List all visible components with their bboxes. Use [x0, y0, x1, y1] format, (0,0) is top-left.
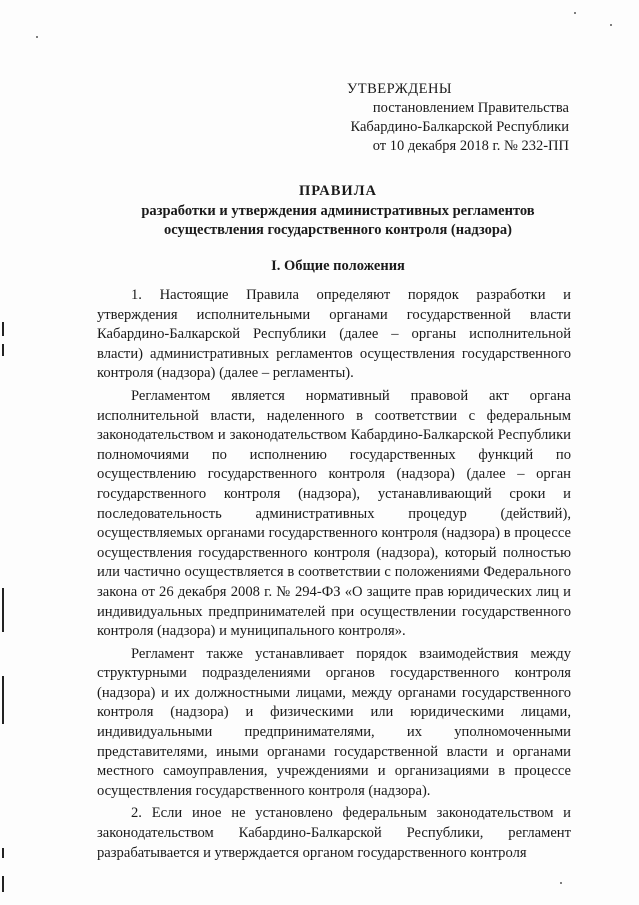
body-text [97, 286, 571, 866]
approval-line-2: Кабардино-Балкарской Республики [350, 119, 569, 135]
scan-speck-1 [36, 36, 38, 38]
scan-mark-left-3 [2, 588, 4, 632]
scan-speck-3 [610, 24, 612, 26]
title-line-1: разработки и утверждения административных регламентов [141, 203, 535, 219]
scan-mark-left-6 [2, 876, 4, 892]
approval-heading: УТВЕРЖДЕНЫ [347, 81, 453, 97]
section-heading: I. Общие положения [271, 258, 405, 274]
title-main: ПРАВИЛА [299, 183, 377, 199]
approval-stamp [269, 80, 569, 156]
scan-mark-left-1 [2, 322, 4, 336]
scan-mark-left-2 [2, 344, 4, 356]
paragraph-4: 2. Если иное не установлено федеральным законодательством и законодательством Кабардино-Балкарской Республики, регламент разрабатывается и утверждается органом государственного контроля [97, 805, 571, 861]
paragraph-2: Регламентом является нормативный правовой акт органа исполнительной власти, наделенного в соответствии с федеральным законодательством и законодательством Кабардино-Балкарской Республики полномочиями по исполнению государственных функций по осуществлению государственного контроля (надзора) (далее – орган государственного контроля (надзора), устанавливающий сроки и последовательность административных процедур (действий), осуществляемых органами государственного контроля (надзора) в процессе осуществления государственного контроля (надзора), который полностью или частично осуществляется в соответствии с положениями Федерального закона от 26 декабря 2008 г. № 294-ФЗ «О защите прав юридических лиц и индивидуальных предпринимателей при осуществлении государственного контроля (надзора) и муниципального контроля». [97, 387, 571, 640]
scan-speck-2 [574, 12, 576, 14]
approval-line-1: постановлением Правительства [372, 100, 569, 116]
title-line-2: осуществления государственного контроля (надзора) [163, 222, 512, 238]
scan-mark-left-5 [2, 848, 4, 858]
paragraph-1: 1. Настоящие Правила определяют порядок разработки и утверждения исполнительными органами государственной власти Кабардино-Балкарской Республики (далее – органы исполнительной власти) административных регламентов осуществления государственного контроля (надзора) (далее – регламенты). [97, 287, 571, 382]
scan-mark-left-4 [2, 676, 4, 724]
document-title [88, 182, 588, 240]
approval-line-3: от 10 декабря 2018 г. № 232-ПП [372, 138, 569, 154]
scan-speck-4 [560, 882, 562, 884]
paragraph-3: Регламент также устанавливает порядок взаимодействия между структурными подразделениями органов государственного контроля (надзора) и их должностными лицами, между органами государственного контроля (надзора) и физическими или юридическими лицами, индивидуальными предпринимателями, их уполномоченными представителями, иными органами государственной власти и органами местного самоуправления, учреждениями и организациями в процессе осуществления государственного контроля (надзора). [97, 645, 571, 799]
